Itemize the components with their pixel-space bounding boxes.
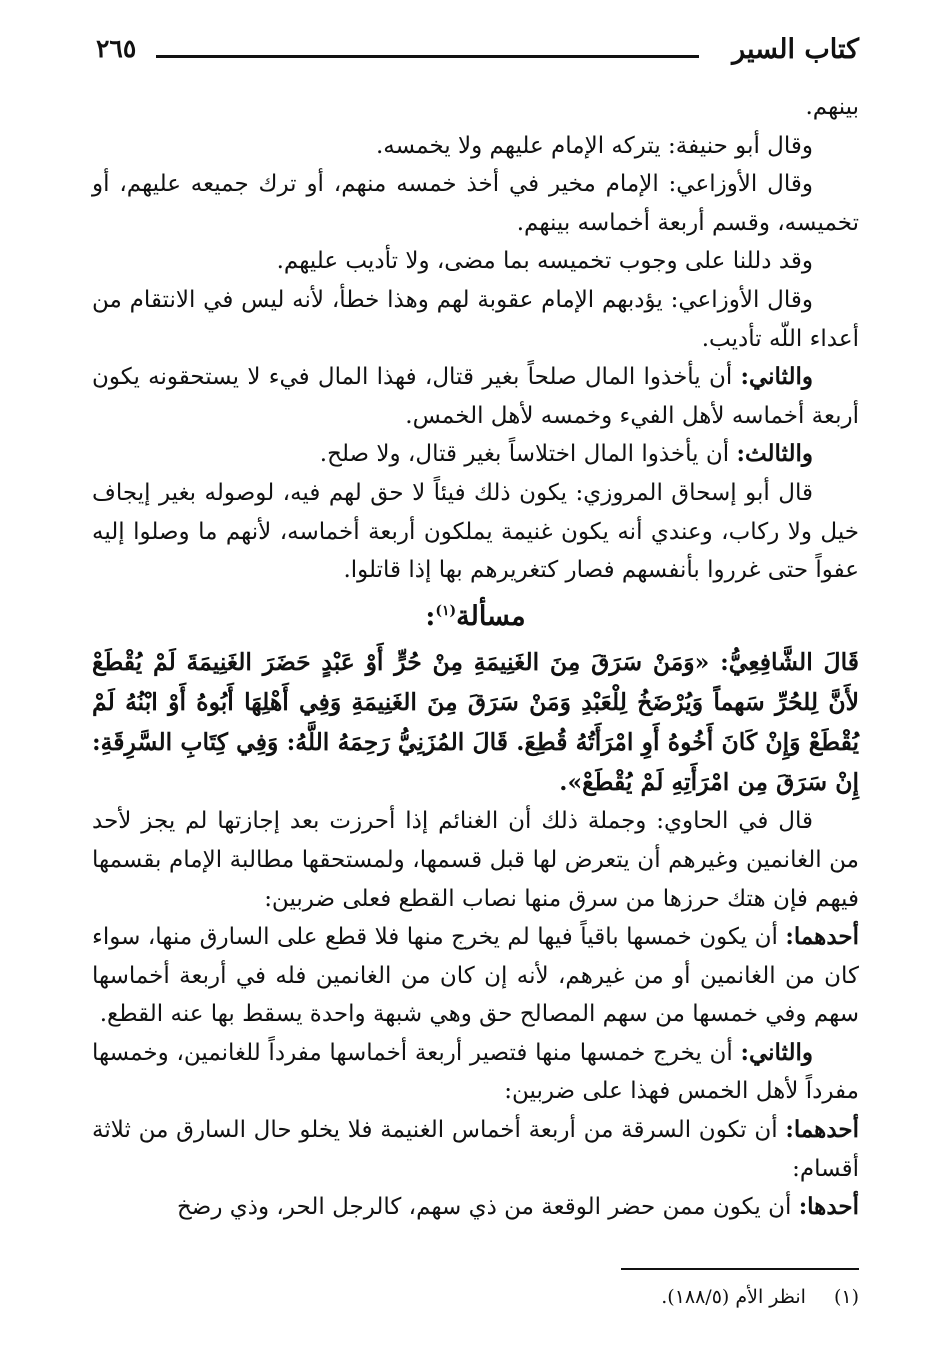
paragraph-text: أن يكون خمسها باقياً فيها لم يخرج منها فلا قطع على السارق منها، سواء كان من الغانمين أو من غيرهم، لأنه إن كان من الغانمين فله في أربعة أخماسها سهم وفي خمسها من سهم المصالح حق وهي شبهة واحدة يسقط بها عنه القطع. <box>92 924 859 1028</box>
running-title: كتاب السير <box>732 34 859 65</box>
header-rule <box>156 55 699 58</box>
paragraph-lead: أحدهما: <box>785 923 859 951</box>
paragraph-lead: والثاني: <box>740 1038 813 1066</box>
paragraph-text: وقد دللنا على وجوب تخميسه بما مضى، ولا تأديب عليهم. <box>276 248 813 275</box>
paragraph <box>92 358 859 435</box>
paragraph <box>92 165 859 242</box>
footnote-text: انظر الأم (١٨٨/٥). <box>661 1286 806 1308</box>
heading-title: مسألة <box>456 600 526 632</box>
paragraph-lead: أحدها: <box>798 1193 859 1221</box>
paragraph-text: قال أبو إسحاق المروزي: يكون ذلك فيئاً لا حق لهم فيه، لوصوله بغير إيجاف خيل ولا ركاب، وعندي أنه يكون غنيمة يملكون أربعة أخماسه، لأنهم ما وصلوا إليه عفواً حتى غرروا بأنفسهم فصار كتغريرهم بها إذا قاتلوا. <box>92 479 859 584</box>
shafii-quotation: قَالَ الشَّافِعِيُّ: «وَمَنْ سَرَقَ مِنَ الغَنِيمَةِ مِنْ حُرٍّ أَوْ عَبْدٍ حَضَرَ الغَنِيمَةَ لَمْ يُقْطَعْ لأَنَّ لِلحُرِّ سَهماً وَيُرْضَخُ لِلْعَبْدِ وَمَنْ سَرَقَ مِنَ الغَنِيمَةِ وَفِي أَهْلِهَا أَبُوهُ أَوْ ابْنُهُ لَمْ يُقْطَعْ وَإِنْ كَانَ أَخُوهُ أَوِ امْرَأَتُهُ قُطِعَ. قَالَ المُزَنِيُّ رَحِمَهُ اللَّهُ: وَفِي كِتَابِ السَّرِقَةِ: إِنْ سَرَقَ مِن امْرَأَتِهِ لَمْ يُقْطَعْ». <box>92 648 859 797</box>
paragraph-text: أن يخرج خمسها منها فتصير أربعة أخماسها مفرداً للغانمين، وخمسها مفرداً لأهل الخمس فهذا على ضربين: <box>92 1039 859 1105</box>
footnote <box>99 1286 859 1308</box>
paragraph <box>92 918 859 1034</box>
paragraph <box>92 127 859 166</box>
paragraph <box>92 802 859 918</box>
paragraph-lead: والثاني: <box>740 363 813 391</box>
paragraph <box>92 281 859 358</box>
paragraph <box>92 1111 859 1188</box>
paragraph-text: أن يأخذوا المال صلحاً بغير قتال، فهذا المال فيء لا يستحقونه يكون أربعة أخماسه لأهل الفيء وخمسه لأهل الخمس. <box>92 364 859 429</box>
page-body <box>92 88 859 1227</box>
footnote-rule <box>621 1268 859 1270</box>
paragraph-text: وقال أبو حنيفة: يتركه الإمام عليهم ولا يخمسه. <box>376 132 813 159</box>
paragraph-text: أن تكون السرقة من أربعة أخماس الغنيمة فلا يخلو حال السارق من ثلاثة أقسام: <box>92 1117 859 1182</box>
section-heading <box>92 592 859 637</box>
paragraph <box>92 242 859 281</box>
paragraph <box>92 474 859 590</box>
paragraph <box>92 435 859 474</box>
paragraph-text: أن يأخذوا المال اختلاساً بغير قتال، ولا صلح. <box>319 441 737 468</box>
paragraph-text: قال في الحاوي: وجملة ذلك أن الغنائم إذا أحرزت بعد إجازتها لم يجز لأحد من الغانمين وغيرهم أن يتعرض لها قبل قسمها، ولمستحقها مطالبة الإمام بقسمها فيهم فإن هتك حرزها من سرق منها نصاب القطع فعلى ضربين: <box>92 808 859 912</box>
paragraph-text: بينهم. <box>805 94 859 120</box>
paragraph-text: أن يكون ممن حضر الوقعة من ذي سهم، كالرجل الحر، وذي رضخ <box>176 1194 799 1221</box>
heading-colon: : <box>425 600 436 632</box>
paragraph <box>92 1034 859 1111</box>
paragraph <box>92 88 859 127</box>
paragraph-text: وقال الأوزاعي: الإمام مخير في أخذ خمسه منهم، أو ترك جميعه عليهم، أو تخميسه، وقسم أربعة أخماسه بينهم. <box>92 171 859 236</box>
paragraph-lead: والثالث: <box>736 440 813 468</box>
page-header <box>96 30 859 64</box>
paragraph <box>92 1188 859 1227</box>
page-number: ٢٦٥ <box>96 34 137 63</box>
footnote-reference: (١) <box>435 602 457 619</box>
paragraph-lead: أحدهما: <box>785 1116 859 1144</box>
paragraph-text: وقال الأوزاعي: يؤدبهم الإمام عقوبة لهم وهذا خطأ، لأنه ليس في الانتقام من أعداء اللّه تأديب. <box>92 286 859 352</box>
footnote-number: (١) <box>833 1286 859 1308</box>
